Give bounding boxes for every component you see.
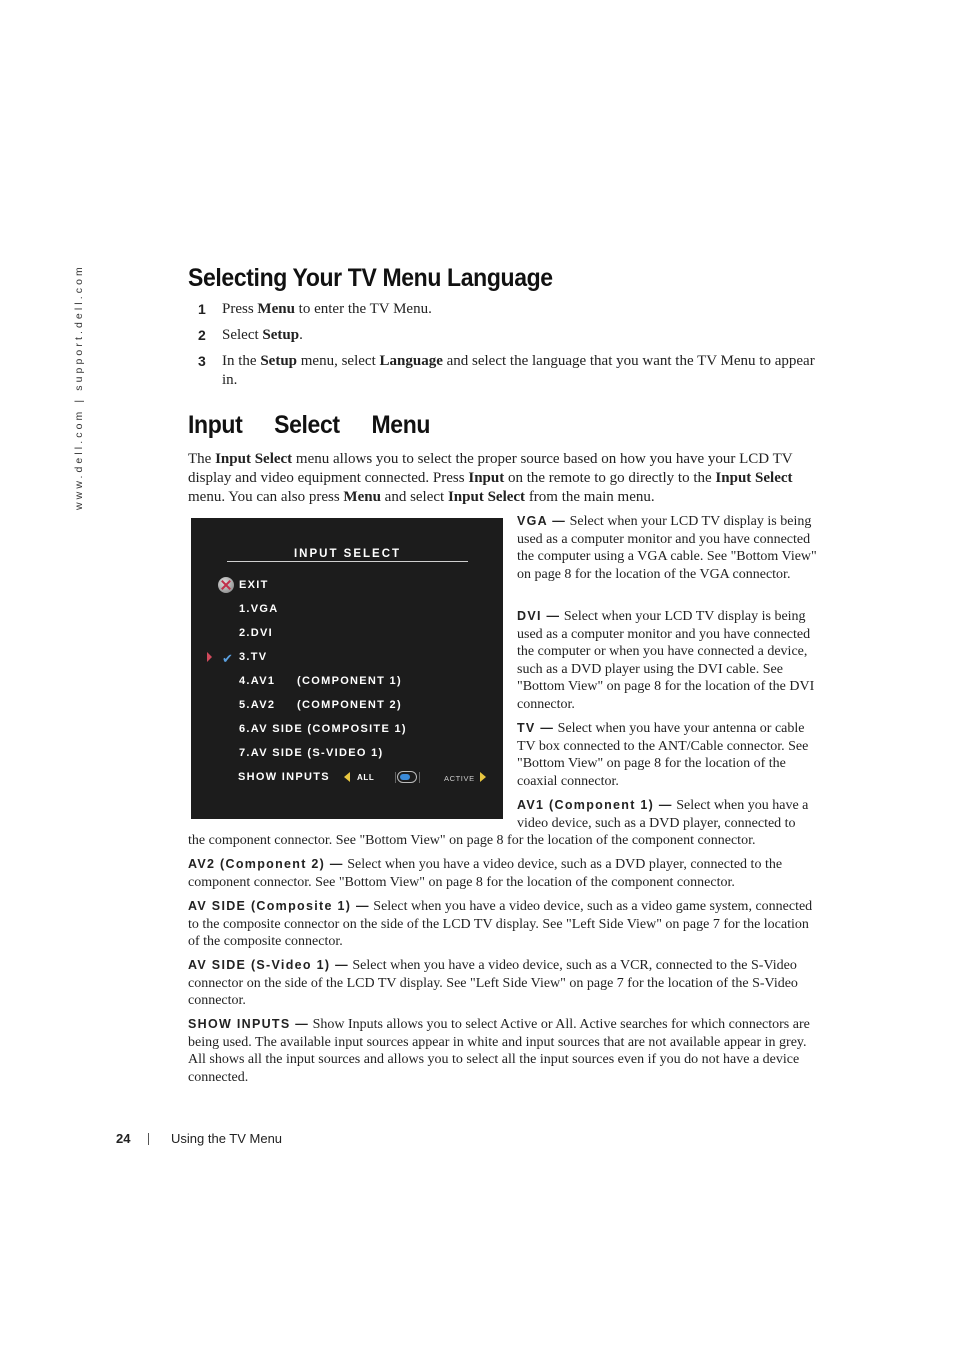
desc-vga: VGA — Select when your LCD TV display is being used as a computer monitor and you have connected the computer using a VGA cable. See "Bottom View" on page 8 for the location of the VGA connector. (517, 514, 817, 582)
page-footer (116, 1131, 283, 1146)
toggle-icon[interactable] (397, 771, 417, 783)
step-1 (198, 300, 823, 319)
menu-item-av2[interactable]: 5.AV2 (COMPONENT 2) (239, 699, 402, 711)
desc-tv: TV — Select when you have your antenna or cable TV box connected to the ANT/Cable connector. See "Bottom View" on page 8 for the location of the coaxial connector. (517, 721, 809, 789)
desc-show-inputs: SHOW INPUTS — Show Inputs allows you to select Active or All. Active searches for which connectors are being used. The available input sources appear in white and input sources that are not available appear in grey. All shows all the input sources and allows you to select all the input sources even if you do not have a device connected. (188, 1017, 810, 1085)
section-title-menu-language: Selecting Your TV Menu Language (188, 264, 553, 292)
desc-av1: AV1 (Component 1) — Select when you have a video device, such as a DVD player, connected to (517, 798, 809, 831)
checkmark-icon: ✔ (222, 651, 233, 666)
step-text: In the Setup menu, select Language and select the language that you want the TV Menu to appear in. (222, 353, 815, 388)
divider (419, 772, 420, 783)
step-2 (198, 326, 823, 345)
menu-item-tv[interactable]: 3.TV (239, 651, 268, 663)
footer-divider (148, 1133, 149, 1145)
menu-item-av1[interactable]: 4.AV1 (COMPONENT 1) (239, 675, 402, 687)
desc-av2: AV2 (Component 2) — Select when you have a video device, such as a DVD player, connected to the component connector. See "Bottom View" on page 8 for the location of the component connector. (188, 857, 783, 890)
sidebar-url: www.dell.com | support.dell.com (73, 264, 85, 510)
selection-arrow-icon (207, 652, 212, 662)
steps-list (198, 300, 823, 397)
desc-av-side-svideo: AV SIDE (S-Video 1) — Select when you have a video device, such as a VCR, connected to the S-Video connector on the side of the LCD TV display. See "Left Side View" on page 7 for the location of the S-Video connector. (188, 958, 798, 1009)
menu-item-vga[interactable]: 1.VGA (239, 603, 279, 615)
menu-item-exit[interactable]: EXIT (239, 579, 269, 591)
step-number: 2 (198, 327, 206, 343)
menu-title: INPUT SELECT (227, 548, 468, 562)
exit-icon (218, 577, 234, 593)
step-text: Select Setup. (222, 327, 303, 343)
arrow-left-icon[interactable] (344, 772, 350, 782)
section-title-input-select: Input Select Menu (188, 411, 431, 439)
intro-paragraph: The Input Select menu allows you to select the proper source based on how you have your LCD TV display and video equipment connected. Press Input on the remote to go directly to the Input Select menu. You can also press Menu and select Input Select from the main menu. (188, 451, 793, 505)
desc-av1-continued: the component connector. See "Bottom View" on page 8 for the location of the component connector. (188, 833, 756, 848)
divider (395, 772, 396, 783)
step-number: 3 (198, 353, 206, 369)
step-number: 1 (198, 301, 206, 317)
arrow-right-icon[interactable] (480, 772, 486, 782)
show-inputs-label: SHOW INPUTS (238, 771, 330, 783)
step-text: Press Menu to enter the TV Menu. (222, 301, 432, 317)
page-number: 24 (116, 1131, 131, 1146)
option-active[interactable]: ACTIVE (444, 774, 475, 783)
input-select-menu-screenshot (191, 518, 503, 819)
menu-item-av-side-composite[interactable]: 6.AV SIDE (COMPOSITE 1) (239, 723, 407, 735)
desc-dvi: DVI — Select when your LCD TV display is being used as a computer monitor and you have connected the computer or when you have connected a device, such as a DVD player using the DVI cable. See "Bottom View" on page 8 for the location of the DVI connector. (517, 609, 815, 712)
step-3 (198, 352, 823, 390)
footer-section-title: Using the TV Menu (171, 1131, 283, 1146)
desc-av-side-composite: AV SIDE (Composite 1) — Select when you have a video device, such as a video game system, connected to the composite connector on the side of the LCD TV display. See "Left Side View" on page 7 for the location of the composite connector. (188, 899, 813, 950)
option-all[interactable]: ALL (357, 773, 375, 782)
menu-item-av-side-svideo[interactable]: 7.AV SIDE (S-VIDEO 1) (239, 747, 384, 759)
menu-item-dvi[interactable]: 2.DVI (239, 627, 274, 639)
